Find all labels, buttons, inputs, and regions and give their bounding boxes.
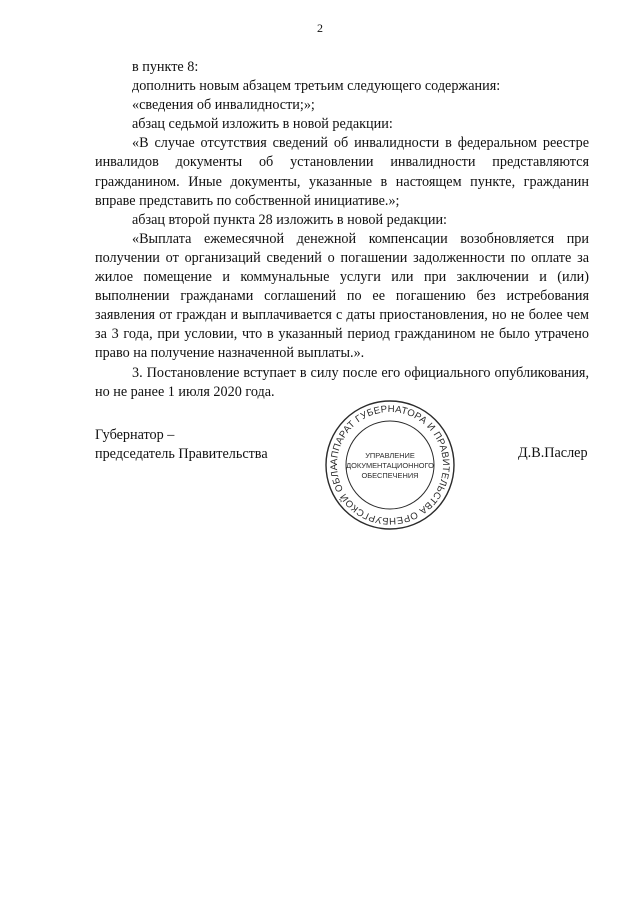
signatory-title-line: председатель Правительства: [95, 446, 268, 463]
paragraph: дополнить новым абзацем третьим следующего содержания:: [132, 78, 501, 95]
seal-stamp: [323, 398, 457, 532]
paragraph: абзац седьмой изложить в новой редакции:: [132, 116, 393, 133]
paragraph: «В случае отсутствия сведений об инвалидности в федеральном реестре инвалидов документы об установлении инвалидности представляются гражданином. Иные документы, указанные в настоящем пункте, гражданин вправе представить по собственной инициативе.»;: [95, 135, 589, 209]
seal-center-line: ДОКУМЕНТАЦИОННОГО: [346, 461, 434, 470]
signatory-title-line: Губернатор –: [95, 427, 175, 443]
seal-ring-text: АППАРАТ ГУБЕРНАТОРА И ПРАВИТЕЛЬСТВА ОРЕНБУРГСКОЙ ОБЛА: [328, 403, 452, 527]
paragraph: в пункте 8:: [132, 59, 199, 75]
paragraph: 3. Постановление вступает в силу после его официального опубликования, но не ранее 1 июля 2020 года.: [95, 364, 589, 400]
seal-center-line: УПРАВЛЕНИЕ: [365, 451, 415, 460]
signatory-name: Д.В.Паслер: [518, 445, 588, 461]
paragraph: абзац второй пункта 28 изложить в новой редакции:: [132, 211, 447, 228]
document-body: [95, 58, 589, 402]
signatory-title: [95, 426, 268, 464]
paragraph: «сведения об инвалидности;»;: [132, 97, 315, 114]
seal-center-line: ОБЕСПЕЧЕНИЯ: [361, 471, 419, 480]
official-seal: [323, 398, 457, 532]
paragraph: «Выплата ежемесячной денежной компенсации возобновляется при получении от организаций сведений о погашении задолженности по оплате за жилое помещение и коммунальные услуги или при заключении и (или) выполнении гражданами соглашений по ее погашению без истребования заявления от граждан и выплачивается с даты приостановления, но не более чем за 3 года, при условии, что в указанный период гражданином не было утрачено право на получение назначенной выплаты.».: [95, 230, 589, 362]
page-number: 2: [317, 21, 323, 35]
